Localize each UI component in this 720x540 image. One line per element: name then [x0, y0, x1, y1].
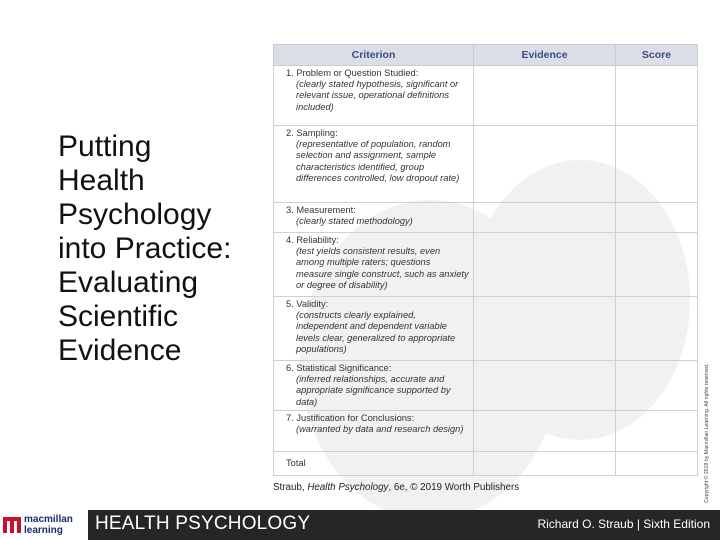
logo-line-macmillan: macmillan	[24, 514, 73, 525]
criterion-title: 3. Measurement:	[286, 205, 356, 215]
table-row-total	[274, 452, 698, 476]
slide-title-line: Evaluating	[58, 266, 199, 299]
course-title: HEALTH PSYCHOLOGY	[95, 513, 311, 534]
score-cell[interactable]	[616, 361, 698, 411]
evidence-cell[interactable]	[474, 361, 616, 411]
header-criterion: Criterion	[274, 45, 474, 66]
criterion-description: (inferred relationships, accurate and appropriate significance supported by data)	[296, 374, 451, 407]
criterion-title: 7. Justification for Conclusions:	[286, 413, 415, 423]
criterion-description: (warranted by data and research design)	[296, 424, 464, 435]
criterion-cell	[274, 233, 474, 297]
criterion-cell	[274, 361, 474, 411]
author-edition: Richard O. Straub | Sixth Edition	[537, 517, 710, 531]
score-cell[interactable]	[616, 66, 698, 126]
criterion-description: (constructs clearly explained, independent and dependent variable levels clear, generalized to appropriate populations)	[296, 310, 456, 354]
evidence-cell[interactable]	[474, 297, 616, 361]
slide-title-line: Psychology	[58, 198, 212, 231]
criterion-cell	[274, 297, 474, 361]
slide-title-line: Scientific	[58, 300, 179, 333]
score-cell[interactable]	[616, 411, 698, 452]
criterion-description: (clearly stated methodology)	[296, 216, 413, 227]
evaluation-table-container	[273, 44, 697, 476]
criterion-cell	[274, 66, 474, 126]
source-caption	[273, 482, 519, 493]
total-label: Total	[286, 458, 306, 469]
slide-title-line: Health	[58, 164, 145, 197]
evidence-cell[interactable]	[474, 66, 616, 126]
caption-prefix: Straub,	[273, 482, 308, 493]
header-evidence: Evidence	[474, 45, 616, 66]
logo-line-learning: learning	[24, 525, 63, 536]
evaluation-table	[273, 44, 698, 476]
evidence-cell[interactable]	[474, 411, 616, 452]
criterion-cell	[274, 411, 474, 452]
slide-title-line: Putting	[58, 130, 152, 163]
table-row	[274, 233, 698, 297]
criterion-description: (test yields consistent results, even among multiple raters; questions measure single construct, such as anxiety or degree of disability)	[296, 246, 469, 290]
score-cell[interactable]	[616, 126, 698, 203]
evidence-cell[interactable]	[474, 452, 616, 476]
table-row	[274, 297, 698, 361]
criterion-title: 5. Validity:	[286, 299, 329, 309]
score-cell[interactable]	[616, 203, 698, 233]
publisher-logo-text	[24, 514, 73, 536]
table-row	[274, 203, 698, 233]
criterion-cell	[274, 126, 474, 203]
score-cell[interactable]	[616, 452, 698, 476]
slide-title-line: Evidence	[58, 334, 182, 367]
caption-suffix: , 6e, © 2019 Worth Publishers	[388, 482, 520, 493]
slide-title	[58, 130, 263, 368]
criterion-description: (clearly stated hypothesis, significant or relevant issue, operational definitions included)	[296, 79, 459, 112]
table-row	[274, 411, 698, 452]
criterion-title: 6. Statistical Significance:	[286, 363, 392, 373]
copyright-notice: Copyright © 2019 by Macmillan Learning. All rights reserved.	[704, 363, 710, 503]
table-header-row	[274, 45, 698, 66]
criterion-description: (representative of population, random selection and assignment, sample characteristics identified, group differences controlled, low dropout rate)	[296, 139, 460, 183]
score-cell[interactable]	[616, 233, 698, 297]
criterion-cell	[274, 203, 474, 233]
table-row	[274, 361, 698, 411]
caption-book-title: Health Psychology	[307, 482, 389, 493]
macmillan-logo-icon	[3, 516, 21, 534]
evidence-cell[interactable]	[474, 233, 616, 297]
table-row	[274, 126, 698, 203]
slide-title-line: into Practice:	[58, 232, 232, 265]
criterion-title: 1. Problem or Question Studied:	[286, 68, 419, 78]
criterion-title: 4. Reliability:	[286, 235, 339, 245]
table-row	[274, 66, 698, 126]
criterion-cell	[274, 452, 474, 476]
header-score: Score	[616, 45, 698, 66]
evidence-cell[interactable]	[474, 126, 616, 203]
score-cell[interactable]	[616, 297, 698, 361]
criterion-title: 2. Sampling:	[286, 128, 338, 138]
evidence-cell[interactable]	[474, 203, 616, 233]
